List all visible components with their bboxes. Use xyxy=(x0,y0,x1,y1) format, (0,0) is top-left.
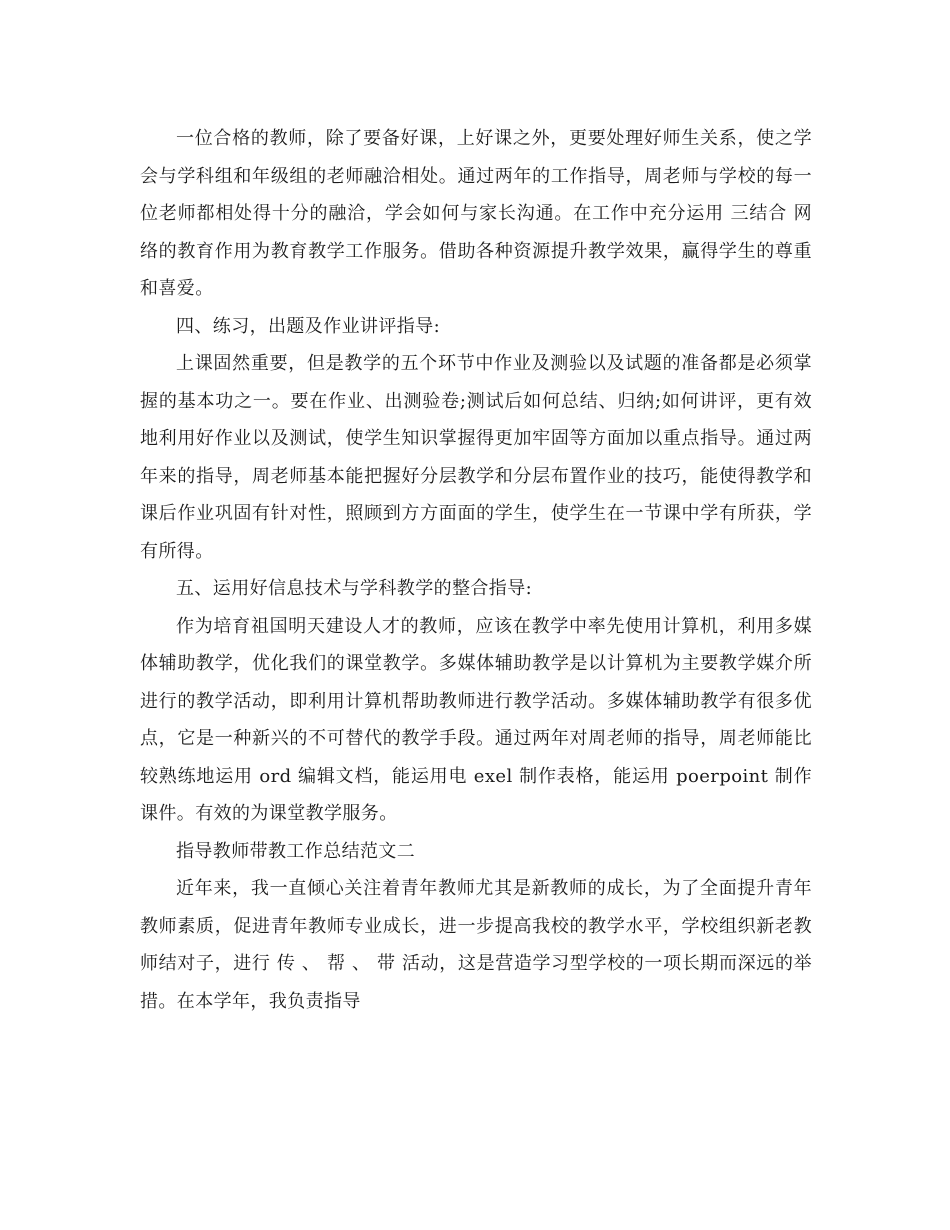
document-subtitle: 指导教师带教工作总结范文二 xyxy=(176,840,416,862)
paragraph-it-integration: 作为培育祖国明天建设人才的教师，应该在教学中率先使用计算机，利用多媒体辅助教学，优化我们的课堂教学。多媒体辅助教学是以计算机为主要教学媒介所进行的教学活动，即利用计算机帮助教师进行教学活动。多媒体辅助教学有很多优点，它是一种新兴的不可替代的教学手段。通过两年对周老师的指导，周老师能比较熟练地运用 ord 编辑文档，能运用电 exel 制作表格，能运用 poerpoint 制作课件。有效的为课堂教学服务。 xyxy=(140,615,812,824)
paragraph-mentoring-intro: 近年来，我一直倾心关注着青年教师尤其是新教师的成长，为了全面提升青年教师素质，促进青年教师专业成长，进一步提高我校的教学水平，学校组织新老教师结对子，进行 传 、 帮 、 带 活动，这是营造学习型学校的一项长期而深远的举措。在本学年，我负责指导 xyxy=(140,878,812,1012)
document-body xyxy=(140,120,812,1020)
section-heading-4: 四、练习，出题及作业讲评指导: xyxy=(176,315,441,337)
paragraph-teacher-relations: 一位合格的教师，除了要备好课，上好课之外，更要处理好师生关系，使之学会与学科组和年级组的老师融洽相处。通过两年的工作指导，周老师与学校的每一位老师都相处得十分的融洽，学会如何与家长沟通。在工作中充分运用 三结合 网络的教育作用为教育教学工作服务。借助各种资源提升教学效果，赢得学生的尊重和喜爱。 xyxy=(140,128,812,299)
paragraph-homework-guidance: 上课固然重要，但是教学的五个环节中作业及测验以及试题的准备都是必须掌握的基本功之一。要在作业、出测验卷;测试后如何总结、归纳;如何讲评，更有效地利用好作业以及测试，使学生知识掌握得更加牢固等方面加以重点指导。通过两年来的指导，周老师基本能把握好分层教学和分层布置作业的技巧，能使得教学和课后作业巩固有针对性，照顾到方方面面的学生，使学生在一节课中学有所获，学有所得。 xyxy=(140,353,812,562)
section-heading-5: 五、运用好信息技术与学科教学的整合指导: xyxy=(176,578,533,599)
